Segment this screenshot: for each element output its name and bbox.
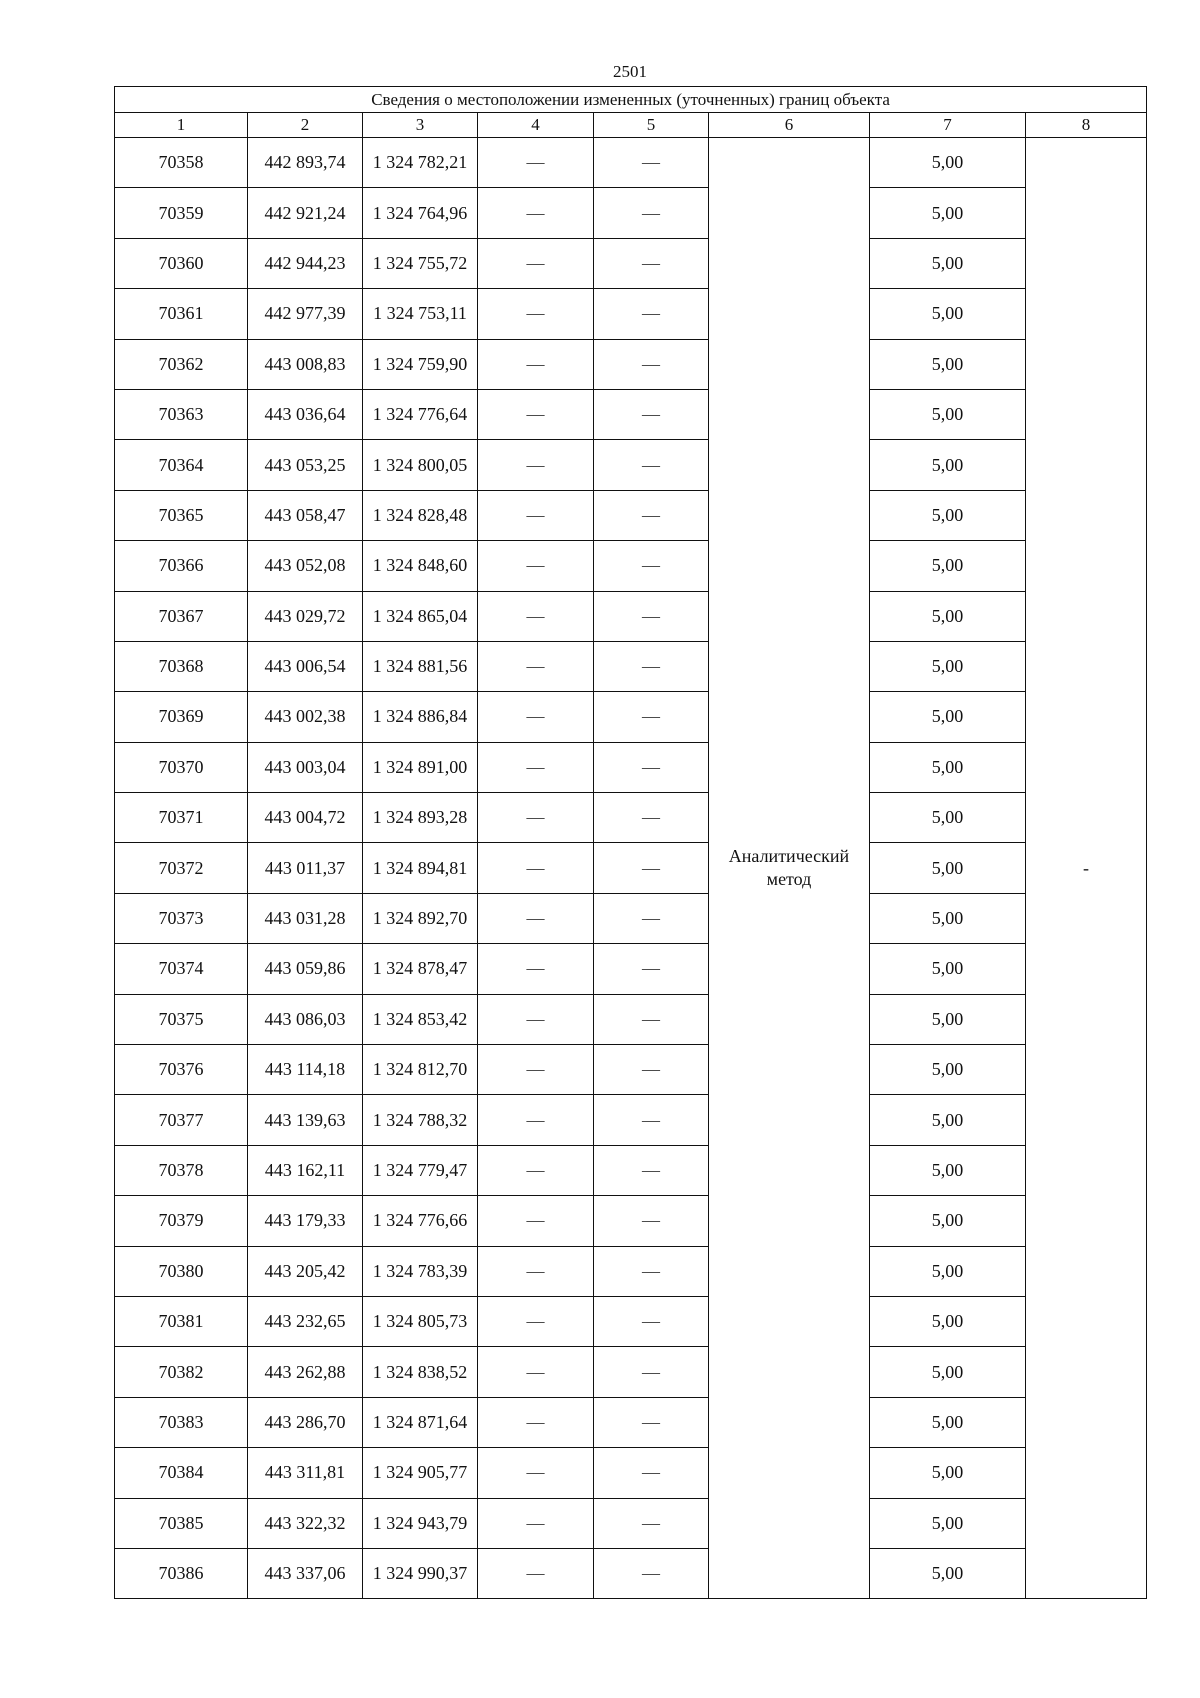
point-number-cell: 70368 xyxy=(115,641,248,691)
col4-dash-cell: — xyxy=(478,1045,594,1095)
accuracy-cell: 5,00 xyxy=(870,893,1026,943)
point-number-cell: 70381 xyxy=(115,1296,248,1346)
x-coordinate-cell: 443 162,11 xyxy=(248,1145,363,1195)
col5-dash-cell: — xyxy=(594,944,709,994)
y-coordinate-cell: 1 324 990,37 xyxy=(363,1548,478,1598)
accuracy-cell: 5,00 xyxy=(870,591,1026,641)
col5-dash-cell: — xyxy=(594,238,709,288)
table-row xyxy=(115,742,1147,792)
method-line-2: метод xyxy=(766,869,812,890)
point-number-cell: 70377 xyxy=(115,1095,248,1145)
col5-dash-cell: — xyxy=(594,1448,709,1498)
point-number-cell: 70362 xyxy=(115,339,248,389)
accuracy-cell: 5,00 xyxy=(870,1196,1026,1246)
x-coordinate-cell: 443 053,25 xyxy=(248,440,363,490)
x-coordinate-cell: 443 003,04 xyxy=(248,742,363,792)
y-coordinate-cell: 1 324 838,52 xyxy=(363,1347,478,1397)
y-coordinate-cell: 1 324 800,05 xyxy=(363,440,478,490)
x-coordinate-cell: 443 031,28 xyxy=(248,893,363,943)
point-number-cell: 70383 xyxy=(115,1397,248,1447)
accuracy-cell: 5,00 xyxy=(870,1347,1026,1397)
table-row xyxy=(115,1045,1147,1095)
col5-dash-cell: — xyxy=(594,692,709,742)
col4-dash-cell: — xyxy=(478,1145,594,1195)
table-row xyxy=(115,440,1147,490)
col5-dash-cell: — xyxy=(594,1296,709,1346)
accuracy-cell: 5,00 xyxy=(870,339,1026,389)
accuracy-cell: 5,00 xyxy=(870,1296,1026,1346)
column-header-3: 3 xyxy=(363,113,478,138)
point-number-cell: 70373 xyxy=(115,893,248,943)
table-row xyxy=(115,1145,1147,1195)
x-coordinate-cell: 443 086,03 xyxy=(248,994,363,1044)
point-number-cell: 70372 xyxy=(115,843,248,893)
column-header-6: 6 xyxy=(709,113,870,138)
accuracy-cell: 5,00 xyxy=(870,138,1026,188)
col5-dash-cell: — xyxy=(594,138,709,188)
col5-dash-cell: — xyxy=(594,490,709,540)
x-coordinate-cell: 443 008,83 xyxy=(248,339,363,389)
x-coordinate-cell: 443 011,37 xyxy=(248,843,363,893)
y-coordinate-cell: 1 324 943,79 xyxy=(363,1498,478,1548)
col5-dash-cell: — xyxy=(594,843,709,893)
table-row xyxy=(115,541,1147,591)
x-coordinate-cell: 443 036,64 xyxy=(248,389,363,439)
table-row xyxy=(115,1296,1147,1346)
table-row xyxy=(115,490,1147,540)
col4-dash-cell: — xyxy=(478,692,594,742)
col4-dash-cell: — xyxy=(478,742,594,792)
col5-dash-cell: — xyxy=(594,591,709,641)
col4-dash-cell: — xyxy=(478,541,594,591)
col5-dash-cell: — xyxy=(594,994,709,1044)
col5-dash-cell: — xyxy=(594,893,709,943)
col4-dash-cell: — xyxy=(478,1347,594,1397)
method-line-1: Аналитический xyxy=(728,846,850,867)
y-coordinate-cell: 1 324 848,60 xyxy=(363,541,478,591)
accuracy-cell: 5,00 xyxy=(870,793,1026,843)
point-number-cell: 70386 xyxy=(115,1548,248,1598)
col4-dash-cell: — xyxy=(478,641,594,691)
method-cell xyxy=(709,138,870,1599)
table-row xyxy=(115,1196,1147,1246)
col5-dash-cell: — xyxy=(594,389,709,439)
y-coordinate-cell: 1 324 905,77 xyxy=(363,1448,478,1498)
table-row xyxy=(115,339,1147,389)
accuracy-cell: 5,00 xyxy=(870,541,1026,591)
table-row xyxy=(115,138,1147,188)
column-header-5: 5 xyxy=(594,113,709,138)
col4-dash-cell: — xyxy=(478,1548,594,1598)
table-row xyxy=(115,238,1147,288)
x-coordinate-cell: 443 029,72 xyxy=(248,591,363,641)
point-number-cell: 70375 xyxy=(115,994,248,1044)
col5-dash-cell: — xyxy=(594,793,709,843)
y-coordinate-cell: 1 324 776,66 xyxy=(363,1196,478,1246)
y-coordinate-cell: 1 324 886,84 xyxy=(363,692,478,742)
y-coordinate-cell: 1 324 782,21 xyxy=(363,138,478,188)
accuracy-cell: 5,00 xyxy=(870,188,1026,238)
col8-cell: - xyxy=(1026,138,1147,1599)
y-coordinate-cell: 1 324 776,64 xyxy=(363,389,478,439)
point-number-cell: 70363 xyxy=(115,389,248,439)
col5-dash-cell: — xyxy=(594,541,709,591)
x-coordinate-cell: 443 179,33 xyxy=(248,1196,363,1246)
col4-dash-cell: — xyxy=(478,843,594,893)
col4-dash-cell: — xyxy=(478,1498,594,1548)
y-coordinate-cell: 1 324 893,28 xyxy=(363,793,478,843)
y-coordinate-cell: 1 324 812,70 xyxy=(363,1045,478,1095)
col4-dash-cell: — xyxy=(478,893,594,943)
x-coordinate-cell: 443 232,65 xyxy=(248,1296,363,1346)
point-number-cell: 70374 xyxy=(115,944,248,994)
y-coordinate-cell: 1 324 878,47 xyxy=(363,944,478,994)
accuracy-cell: 5,00 xyxy=(870,641,1026,691)
x-coordinate-cell: 443 322,32 xyxy=(248,1498,363,1548)
y-coordinate-cell: 1 324 759,90 xyxy=(363,339,478,389)
col5-dash-cell: — xyxy=(594,1397,709,1447)
table-row xyxy=(115,944,1147,994)
col5-dash-cell: — xyxy=(594,440,709,490)
y-coordinate-cell: 1 324 853,42 xyxy=(363,994,478,1044)
y-coordinate-cell: 1 324 892,70 xyxy=(363,893,478,943)
table-title: Сведения о местоположении измененных (уточненных) границ объекта xyxy=(115,87,1147,113)
y-coordinate-cell: 1 324 891,00 xyxy=(363,742,478,792)
column-header-4: 4 xyxy=(478,113,594,138)
column-header-1: 1 xyxy=(115,113,248,138)
table-row xyxy=(115,188,1147,238)
page-number: 2501 xyxy=(613,62,647,81)
col5-dash-cell: — xyxy=(594,1045,709,1095)
table-row xyxy=(115,1095,1147,1145)
column-header-2: 2 xyxy=(248,113,363,138)
col5-dash-cell: — xyxy=(594,339,709,389)
x-coordinate-cell: 443 286,70 xyxy=(248,1397,363,1447)
point-number-cell: 70371 xyxy=(115,793,248,843)
col5-dash-cell: — xyxy=(594,1498,709,1548)
y-coordinate-cell: 1 324 764,96 xyxy=(363,188,478,238)
table-row xyxy=(115,843,1147,893)
accuracy-cell: 5,00 xyxy=(870,1095,1026,1145)
y-coordinate-cell: 1 324 788,32 xyxy=(363,1095,478,1145)
accuracy-cell: 5,00 xyxy=(870,1448,1026,1498)
accuracy-cell: 5,00 xyxy=(870,389,1026,439)
x-coordinate-cell: 442 921,24 xyxy=(248,188,363,238)
boundary-table xyxy=(114,86,1147,1599)
accuracy-cell: 5,00 xyxy=(870,1397,1026,1447)
col4-dash-cell: — xyxy=(478,1196,594,1246)
y-coordinate-cell: 1 324 894,81 xyxy=(363,843,478,893)
point-number-cell: 70365 xyxy=(115,490,248,540)
x-coordinate-cell: 442 977,39 xyxy=(248,289,363,339)
y-coordinate-cell: 1 324 865,04 xyxy=(363,591,478,641)
point-number-cell: 70366 xyxy=(115,541,248,591)
col4-dash-cell: — xyxy=(478,1448,594,1498)
accuracy-cell: 5,00 xyxy=(870,692,1026,742)
table-row xyxy=(115,994,1147,1044)
table-row xyxy=(115,692,1147,742)
y-coordinate-cell: 1 324 753,11 xyxy=(363,289,478,339)
table-row xyxy=(115,289,1147,339)
table-row xyxy=(115,1246,1147,1296)
table-row xyxy=(115,389,1147,439)
x-coordinate-cell: 443 058,47 xyxy=(248,490,363,540)
col4-dash-cell: — xyxy=(478,1397,594,1447)
col5-dash-cell: — xyxy=(594,742,709,792)
x-coordinate-cell: 443 004,72 xyxy=(248,793,363,843)
accuracy-cell: 5,00 xyxy=(870,1498,1026,1548)
point-number-cell: 70385 xyxy=(115,1498,248,1548)
accuracy-cell: 5,00 xyxy=(870,238,1026,288)
col5-dash-cell: — xyxy=(594,641,709,691)
table-row xyxy=(115,893,1147,943)
point-number-cell: 70378 xyxy=(115,1145,248,1195)
accuracy-cell: 5,00 xyxy=(870,490,1026,540)
table-row xyxy=(115,591,1147,641)
col5-dash-cell: — xyxy=(594,1095,709,1145)
point-number-cell: 70369 xyxy=(115,692,248,742)
table-row xyxy=(115,1397,1147,1447)
point-number-cell: 70367 xyxy=(115,591,248,641)
point-number-cell: 70379 xyxy=(115,1196,248,1246)
col4-dash-cell: — xyxy=(478,591,594,641)
column-header-7: 7 xyxy=(870,113,1026,138)
col4-dash-cell: — xyxy=(478,1095,594,1145)
accuracy-cell: 5,00 xyxy=(870,289,1026,339)
col4-dash-cell: — xyxy=(478,188,594,238)
col4-dash-cell: — xyxy=(478,490,594,540)
x-coordinate-cell: 443 205,42 xyxy=(248,1246,363,1296)
col4-dash-cell: — xyxy=(478,944,594,994)
col4-dash-cell: — xyxy=(478,1296,594,1346)
accuracy-cell: 5,00 xyxy=(870,440,1026,490)
accuracy-cell: 5,00 xyxy=(870,742,1026,792)
col4-dash-cell: — xyxy=(478,389,594,439)
x-coordinate-cell: 443 139,63 xyxy=(248,1095,363,1145)
point-number-cell: 70360 xyxy=(115,238,248,288)
x-coordinate-cell: 443 052,08 xyxy=(248,541,363,591)
accuracy-cell: 5,00 xyxy=(870,1246,1026,1296)
accuracy-cell: 5,00 xyxy=(870,843,1026,893)
column-header-8: 8 xyxy=(1026,113,1147,138)
point-number-cell: 70370 xyxy=(115,742,248,792)
x-coordinate-cell: 443 002,38 xyxy=(248,692,363,742)
col5-dash-cell: — xyxy=(594,1196,709,1246)
accuracy-cell: 5,00 xyxy=(870,1145,1026,1195)
x-coordinate-cell: 442 944,23 xyxy=(248,238,363,288)
col4-dash-cell: — xyxy=(478,994,594,1044)
point-number-cell: 70382 xyxy=(115,1347,248,1397)
table-row xyxy=(115,1347,1147,1397)
col5-dash-cell: — xyxy=(594,289,709,339)
accuracy-cell: 5,00 xyxy=(870,944,1026,994)
point-number-cell: 70376 xyxy=(115,1045,248,1095)
y-coordinate-cell: 1 324 805,73 xyxy=(363,1296,478,1346)
table-row xyxy=(115,1498,1147,1548)
y-coordinate-cell: 1 324 779,47 xyxy=(363,1145,478,1195)
x-coordinate-cell: 443 059,86 xyxy=(248,944,363,994)
col5-dash-cell: — xyxy=(594,1246,709,1296)
x-coordinate-cell: 442 893,74 xyxy=(248,138,363,188)
col4-dash-cell: — xyxy=(478,138,594,188)
col4-dash-cell: — xyxy=(478,339,594,389)
y-coordinate-cell: 1 324 755,72 xyxy=(363,238,478,288)
point-number-cell: 70384 xyxy=(115,1448,248,1498)
x-coordinate-cell: 443 337,06 xyxy=(248,1548,363,1598)
table-row xyxy=(115,1448,1147,1498)
point-number-cell: 70361 xyxy=(115,289,248,339)
col4-dash-cell: — xyxy=(478,289,594,339)
col5-dash-cell: — xyxy=(594,1347,709,1397)
y-coordinate-cell: 1 324 881,56 xyxy=(363,641,478,691)
x-coordinate-cell: 443 114,18 xyxy=(248,1045,363,1095)
col4-dash-cell: — xyxy=(478,793,594,843)
table-row xyxy=(115,793,1147,843)
table-row xyxy=(115,1548,1147,1598)
x-coordinate-cell: 443 006,54 xyxy=(248,641,363,691)
y-coordinate-cell: 1 324 828,48 xyxy=(363,490,478,540)
accuracy-cell: 5,00 xyxy=(870,1548,1026,1598)
point-number-cell: 70359 xyxy=(115,188,248,238)
col5-dash-cell: — xyxy=(594,1548,709,1598)
table-row xyxy=(115,641,1147,691)
y-coordinate-cell: 1 324 783,39 xyxy=(363,1246,478,1296)
point-number-cell: 70364 xyxy=(115,440,248,490)
col4-dash-cell: — xyxy=(478,1246,594,1296)
accuracy-cell: 5,00 xyxy=(870,1045,1026,1095)
point-number-cell: 70380 xyxy=(115,1246,248,1296)
col4-dash-cell: — xyxy=(478,238,594,288)
accuracy-cell: 5,00 xyxy=(870,994,1026,1044)
x-coordinate-cell: 443 262,88 xyxy=(248,1347,363,1397)
y-coordinate-cell: 1 324 871,64 xyxy=(363,1397,478,1447)
col5-dash-cell: — xyxy=(594,1145,709,1195)
col4-dash-cell: — xyxy=(478,440,594,490)
x-coordinate-cell: 443 311,81 xyxy=(248,1448,363,1498)
point-number-cell: 70358 xyxy=(115,138,248,188)
col5-dash-cell: — xyxy=(594,188,709,238)
